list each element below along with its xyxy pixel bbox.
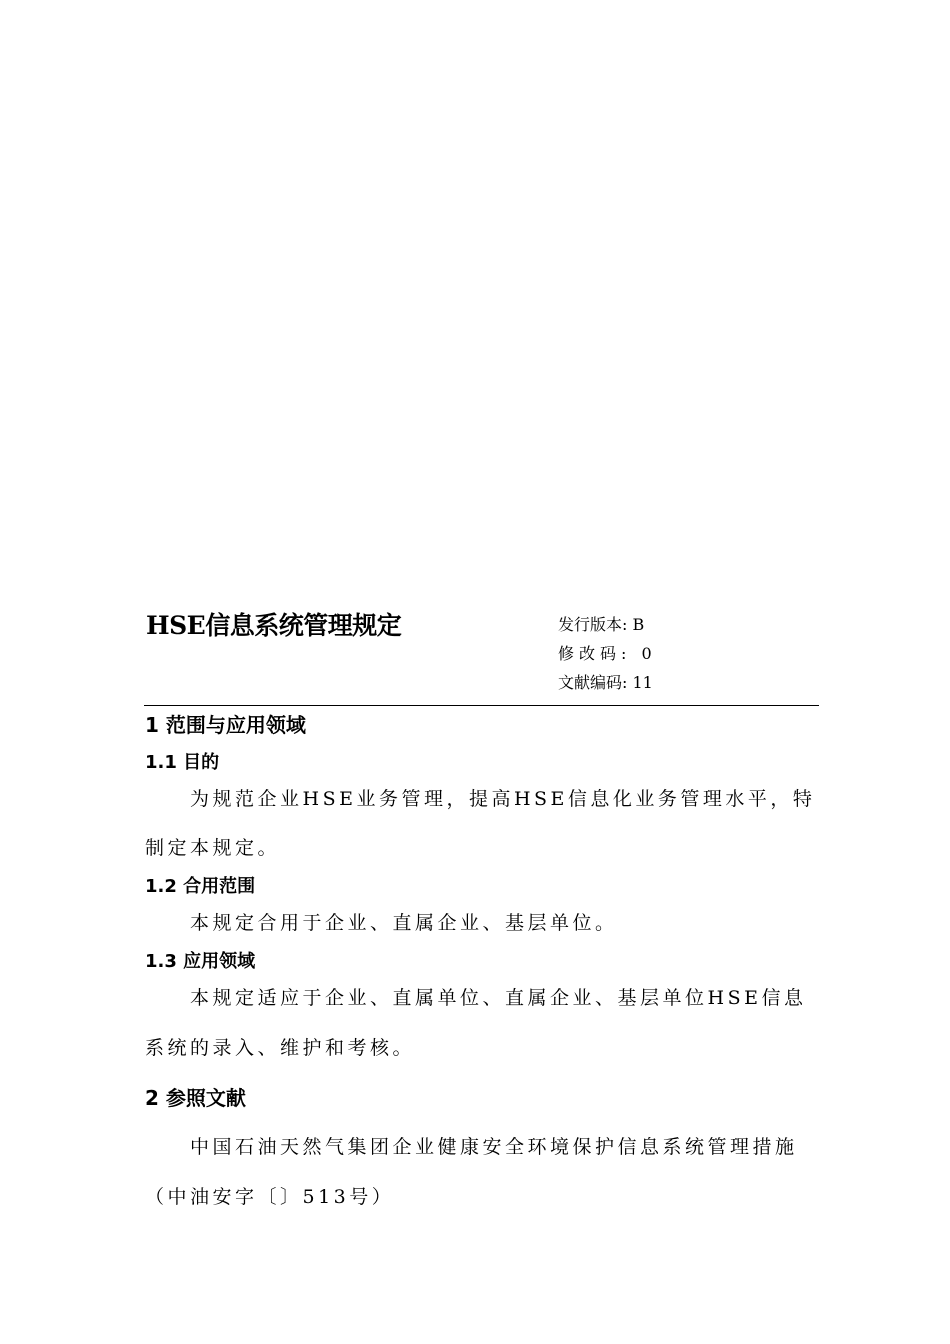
section-2-heading: 2 参照文献	[145, 1086, 246, 1110]
section-1-3-heading: 1.3 应用领域	[145, 951, 256, 972]
section-1-1-text-line-1: 为规范企业HSE业务管理，提高HSE信息化业务管理水平，特	[190, 788, 816, 810]
document-title: HSE信息系统管理规定	[146, 611, 402, 640]
section-1-1-heading: 1.1 目的	[145, 752, 220, 773]
section-1-2-heading: 1.2 合用范围	[145, 876, 256, 897]
section-1-2-text-line-1: 本规定合用于企业、直属企业、基层单位。	[190, 912, 618, 934]
document-meta	[558, 610, 657, 697]
version-label: 发行版本: B	[558, 615, 645, 634]
section-2-text-line-2: （中油安字〔〕513号）	[145, 1186, 395, 1208]
section-1-3-text-line-1: 本规定适应于企业、直属单位、直属企业、基层单位HSE信息	[190, 987, 807, 1009]
section-1-3-text-line-2: 系统的录入、维护和考核。	[145, 1037, 416, 1059]
section-1-1-text-line-2: 制定本规定。	[145, 837, 281, 859]
header-divider	[144, 705, 819, 706]
section-1-heading: 1 范围与应用领域	[145, 713, 306, 737]
doc-number-label: 文献编码: 11	[558, 673, 653, 692]
revision-label: 修改码: 0	[558, 644, 657, 663]
section-2-text-line-1: 中国石油天然气集团企业健康安全环境保护信息系统管理措施	[190, 1136, 798, 1158]
